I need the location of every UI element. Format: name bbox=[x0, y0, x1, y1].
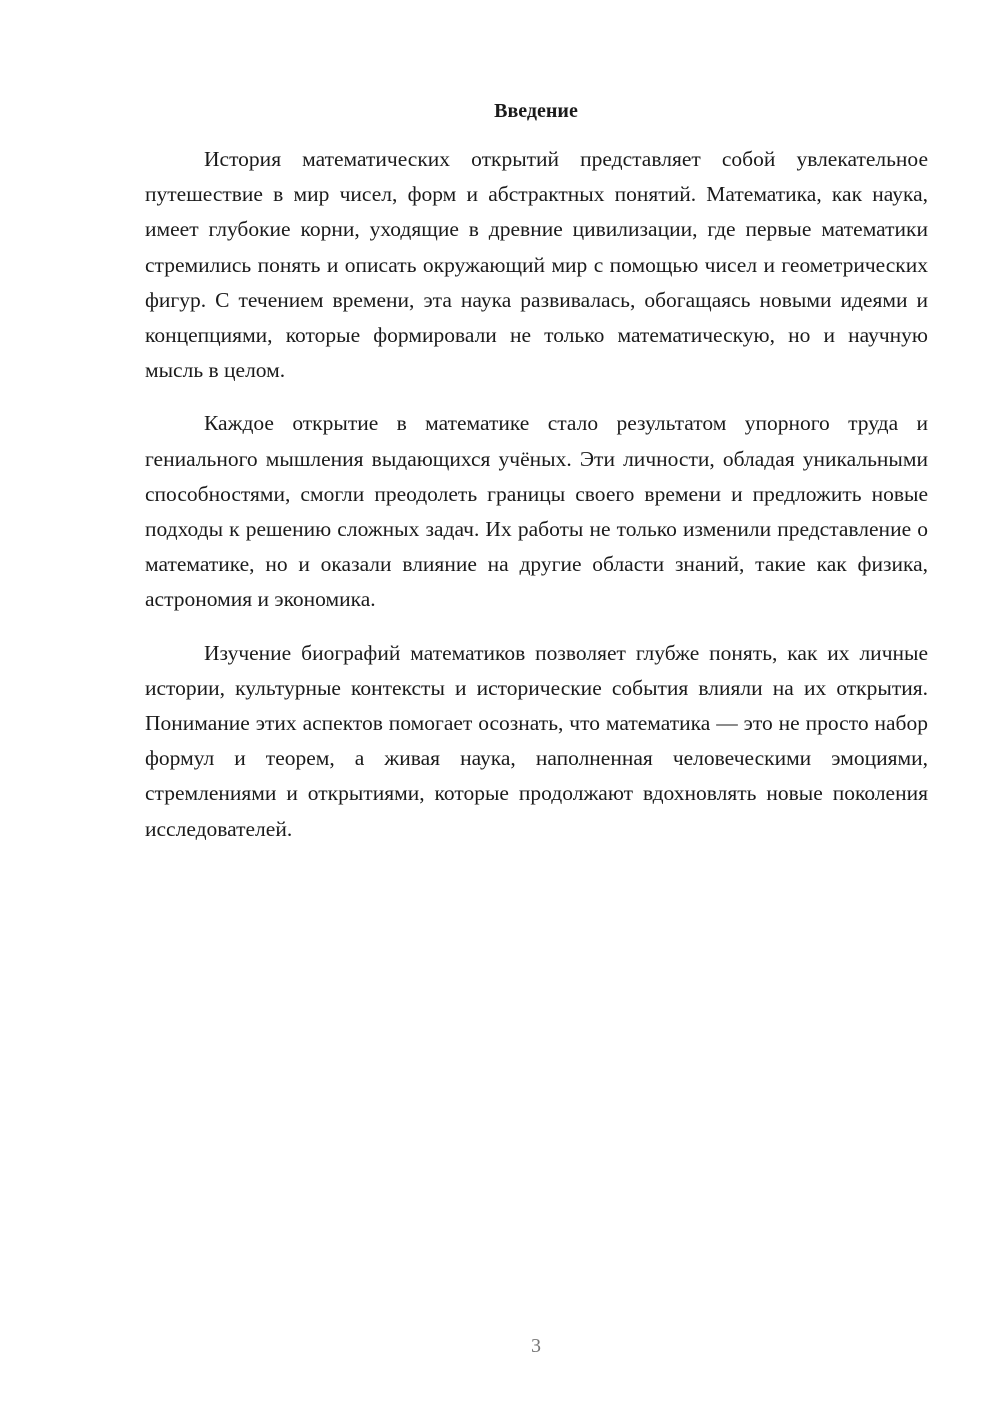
document-body bbox=[145, 142, 928, 847]
paragraph-2: Каждое открытие в математике стало результатом упорного труда и гениального мышления выдающихся учёных. Эти личности, обладая уникальными способностями, смогли преодолеть границы своего времени и предложить новые подходы к решению сложных задач. Их работы не только изменили представление о математике, но и оказали влияние на другие области знаний, такие как физика, астрономия и экономика. bbox=[145, 411, 928, 612]
page-number: 3 bbox=[531, 1335, 541, 1357]
section-title: Введение bbox=[494, 100, 578, 122]
paragraph-3: Изучение биографий математиков позволяет глубже понять, как их личные истории, культурные контексты и исторические события влияли на их открытия. Понимание этих аспектов помогает осознать, что математика — это не просто набор формул и теорем, а живая наука, наполненная человеческими эмоциями, стремлениями и открытиями, которые продолжают вдохновлять новые поколения исследователей. bbox=[145, 640, 928, 841]
paragraph-1: История математических открытий представляет собой увлекательное путешествие в мир чисел, форм и абстрактных понятий. Математика, как наука, имеет глубокие корни, уходящие в древние цивилизации, где первые математики стремились понять и описать окружающий мир с помощью чисел и геометрических фигур. С течением времени, эта наука развивалась, обогащаясь новыми идеями и концепциями, которые формировали не только математическую, но и научную мысль в целом. bbox=[145, 147, 928, 383]
